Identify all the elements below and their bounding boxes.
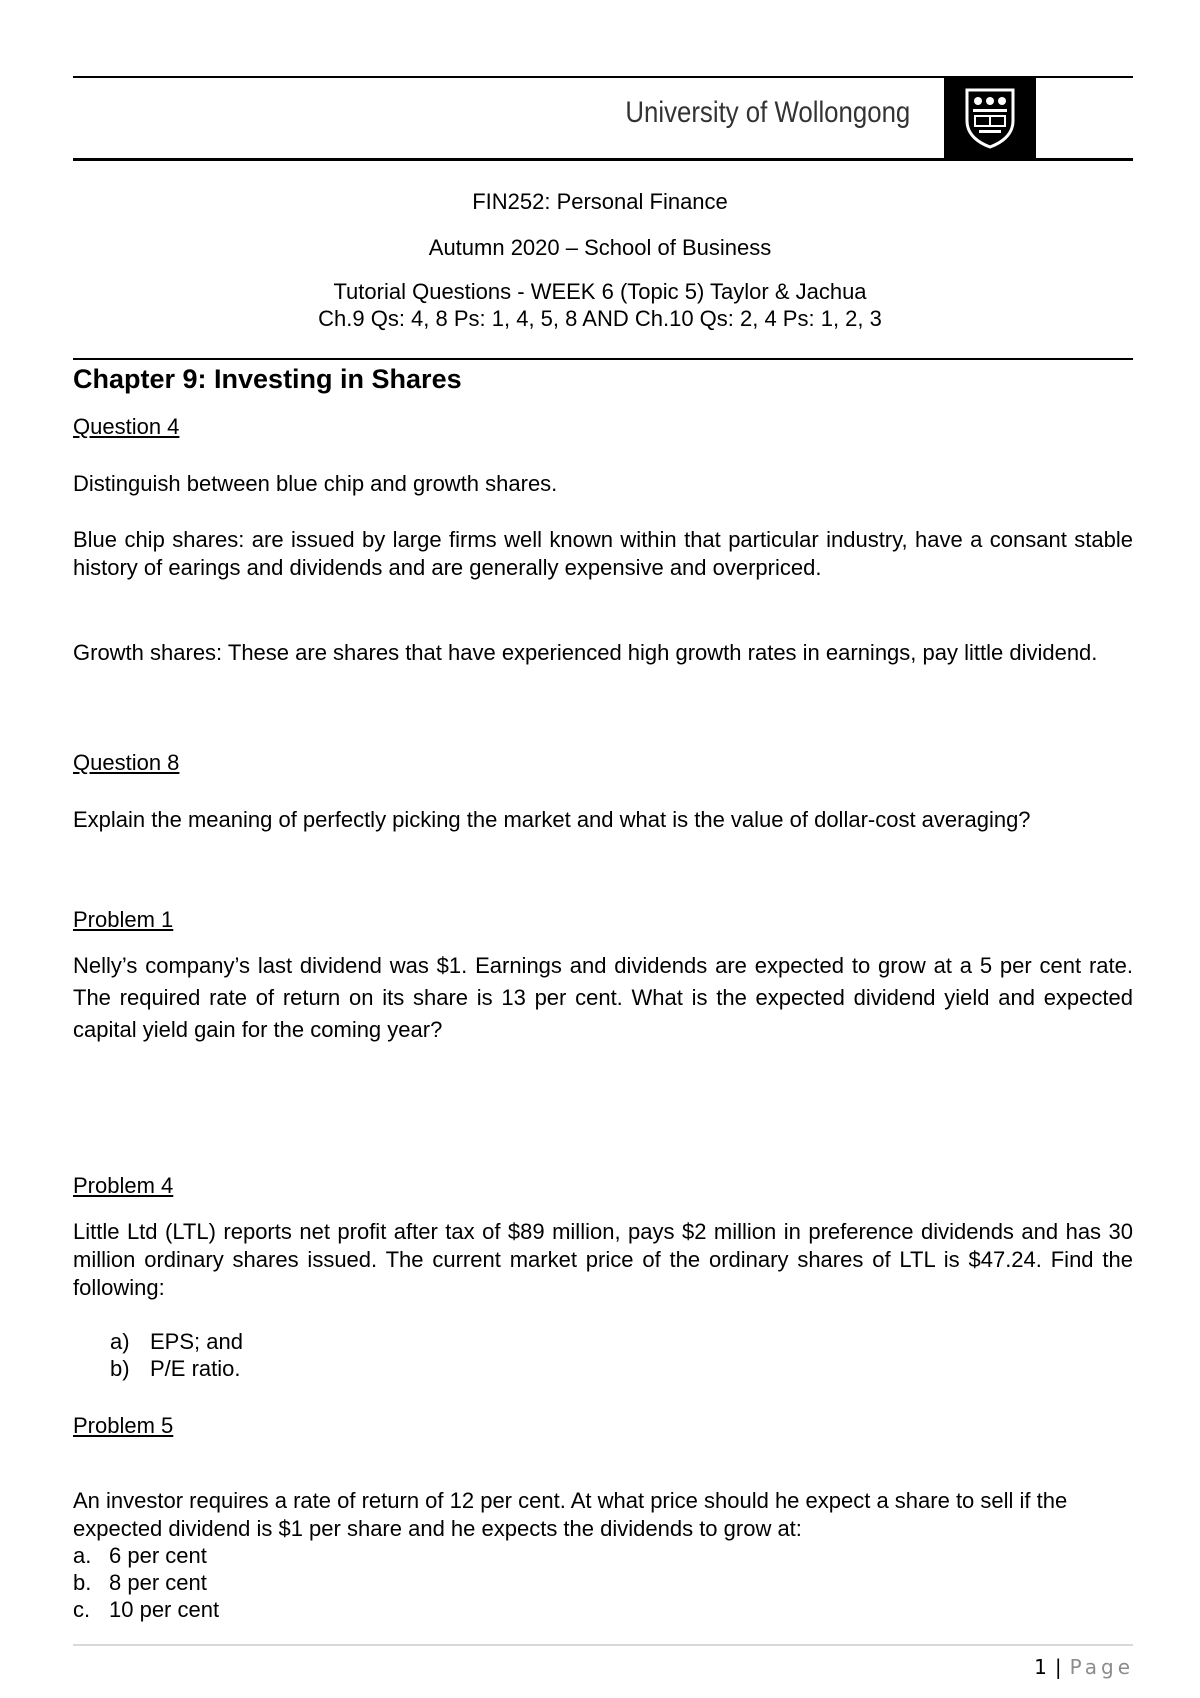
- problem-5-text: An investor requires a rate of return of 12 per cent. At what price should he expect a share to sell if the expected dividend is $1 per share and he expects the dividends to grow at:: [73, 1488, 1068, 1541]
- question-8-heading: Question 8: [73, 750, 180, 775]
- problem-1-text: Nelly’s company’s last dividend was $1. Earnings and dividends are expected to grow at a 5 per cent rate. The required rate of return on its share is 13 per cent. What is the expected dividend yield and expected capital yield gain for the coming year?: [73, 953, 1133, 1042]
- section-rule: [73, 358, 1133, 360]
- question-8-prompt: Explain the meaning of perfectly picking the market and what is the value of dollar-cost averaging?: [73, 807, 1031, 832]
- list-item-text: 6 per cent: [109, 1543, 207, 1568]
- list-item: [73, 1569, 219, 1596]
- list-item: [110, 1355, 243, 1382]
- list-item-text: EPS; and: [150, 1329, 243, 1354]
- page-number: 1: [1034, 1655, 1047, 1679]
- problem-5-heading: Problem 5: [73, 1413, 174, 1438]
- list-item: [110, 1328, 243, 1355]
- problem-5-items: [73, 1542, 219, 1623]
- footer-separator: |: [1054, 1655, 1062, 1679]
- question-4-answer-blue-chip: Blue chip shares: are issued by large firms well known within that particular industry, have a consant stable history of earings and dividends and are generally expensive and overpriced.: [73, 527, 1133, 580]
- term-line: Autumn 2020 – School of Business: [428, 235, 772, 260]
- question-4-answer-growth: Growth shares: These are shares that have experienced high growth rates in earnings, pay little dividend.: [73, 640, 1098, 665]
- question-4-heading: Question 4: [73, 414, 180, 439]
- list-item-label: c.: [73, 1597, 91, 1622]
- question-4-prompt: Distinguish between blue chip and growth shares.: [73, 471, 558, 496]
- questions-list-line: Ch.9 Qs: 4, 8 Ps: 1, 4, 5, 8 AND Ch.10 Qs: 2, 4 Ps: 1, 2, 3: [318, 306, 882, 331]
- university-crest-logo: [944, 77, 1036, 159]
- page-label: Page: [1069, 1655, 1134, 1679]
- problem-4-heading: Problem 4: [73, 1173, 174, 1198]
- list-item: [73, 1596, 219, 1623]
- footer-rule: [73, 1644, 1133, 1646]
- problem-4-text: Little Ltd (LTL) reports net profit after tax of $89 million, pays $2 million in preference dividends and has 30 million ordinary shares issued. The current market price of the ordinary shares of LTL is $47.24. Find the following:: [73, 1219, 1133, 1300]
- chapter-title: Chapter 9: Investing in Shares: [73, 364, 462, 394]
- list-item-text: 8 per cent: [109, 1570, 207, 1595]
- list-item-label: b): [110, 1356, 130, 1381]
- list-item-label: a.: [73, 1543, 92, 1568]
- page-footer: [1034, 1655, 1134, 1679]
- course-title: FIN252: Personal Finance: [472, 189, 728, 214]
- university-name: University of Wollongong: [625, 96, 910, 129]
- list-item-text: 10 per cent: [109, 1597, 220, 1622]
- tutorial-line: Tutorial Questions - WEEK 6 (Topic 5) Taylor & Jachua: [333, 279, 867, 304]
- list-item-label: a): [110, 1329, 130, 1354]
- crest-icon: [963, 87, 1017, 149]
- problem-1-heading: Problem 1: [73, 907, 174, 932]
- list-item: [73, 1542, 219, 1569]
- list-item-text: P/E ratio.: [150, 1356, 241, 1381]
- list-item-label: b.: [73, 1570, 92, 1595]
- problem-4-items: [110, 1328, 243, 1382]
